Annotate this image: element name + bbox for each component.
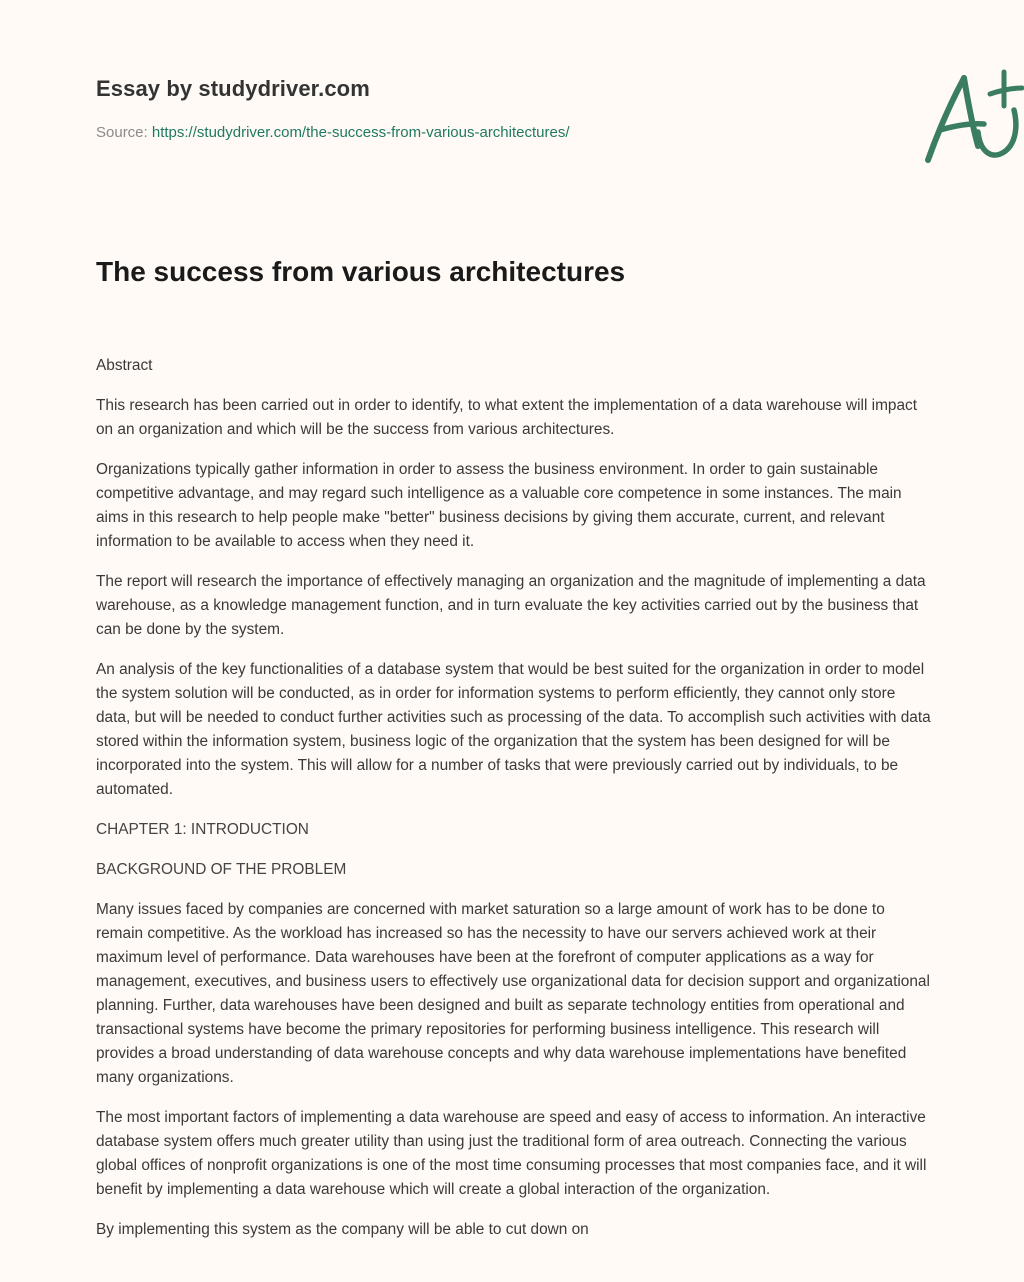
section-heading: BACKGROUND OF THE PROBLEM bbox=[96, 861, 347, 878]
a-plus-logo-icon bbox=[918, 68, 1024, 166]
paragraph: An analysis of the key functionalities of a database system that would be best suited for the organization in order to model the system solution will be conducted, as in order for information systems to perform efficiently, they cannot only store data, but will be needed to conduct further activities such as processing of the data. To accomplish such activities with data stored within the information system, business logic of the organization that the system has been designed for will be incorporated into the system. This will allow for a number of tasks that were previously carried out by individuals, to be automated. bbox=[96, 661, 931, 798]
essay-title: The success from various architectures bbox=[96, 256, 626, 287]
abstract-heading: Abstract bbox=[96, 357, 153, 374]
paragraph: This research has been carried out in order to identify, to what extent the implementation of a data warehouse will impact on an organization and which will be the success from various architectures. bbox=[96, 397, 917, 438]
paragraph: The report will research the importance of effectively managing an organization and the magnitude of implementing a data warehouse, as a knowledge management function, and in turn evaluate the key activities carried out by the business that can be done by the system. bbox=[96, 573, 926, 638]
paragraph: By implementing this system as the company will be able to cut down on bbox=[96, 1221, 589, 1238]
chapter-heading: CHAPTER 1: INTRODUCTION bbox=[96, 821, 309, 838]
source-label: Source: bbox=[96, 124, 152, 141]
essay-body bbox=[96, 354, 932, 1258]
source-line bbox=[96, 124, 570, 141]
paragraph: Organizations typically gather information in order to assess the business environment. In order to gain sustainable competitive advantage, and may regard such intelligence as a valuable core competence in some instances. The main aims in this research to help people make "better" business decisions by giving them accurate, current, and relevant information to be available to access when they need it. bbox=[96, 461, 902, 550]
brand-title: Essay by studydriver.com bbox=[96, 76, 370, 101]
source-link[interactable]: https://studydriver.com/the-success-from-various-architectures/ bbox=[151, 124, 570, 141]
paragraph: The most important factors of implementing a data warehouse are speed and easy of access to information. An interactive database system offers much greater utility than using just the traditional form of area outreach. Connecting the various global offices of nonprofit organizations is one of the most time consuming processes that most companies face, and it will benefit by implementing a data warehouse which will create a global interaction of the organization. bbox=[96, 1109, 927, 1198]
paragraph: Many issues faced by companies are concerned with market saturation so a large amount of work has to be done to remain competitive. As the workload has increased so has the necessity to have our servers achieved work at their maximum level of performance. Data warehouses have been at the forefront of computer applications as a way for management, executives, and business users to effectively use organizational data for decision support and organizational planning. Further, data warehouses have been designed and built as separate technology entities from operational and transactional systems have become the primary repositories for performing business intelligence. This research will provides a broad understanding of data warehouse concepts and why data warehouse implementations have benefited many organizations. bbox=[96, 901, 930, 1086]
